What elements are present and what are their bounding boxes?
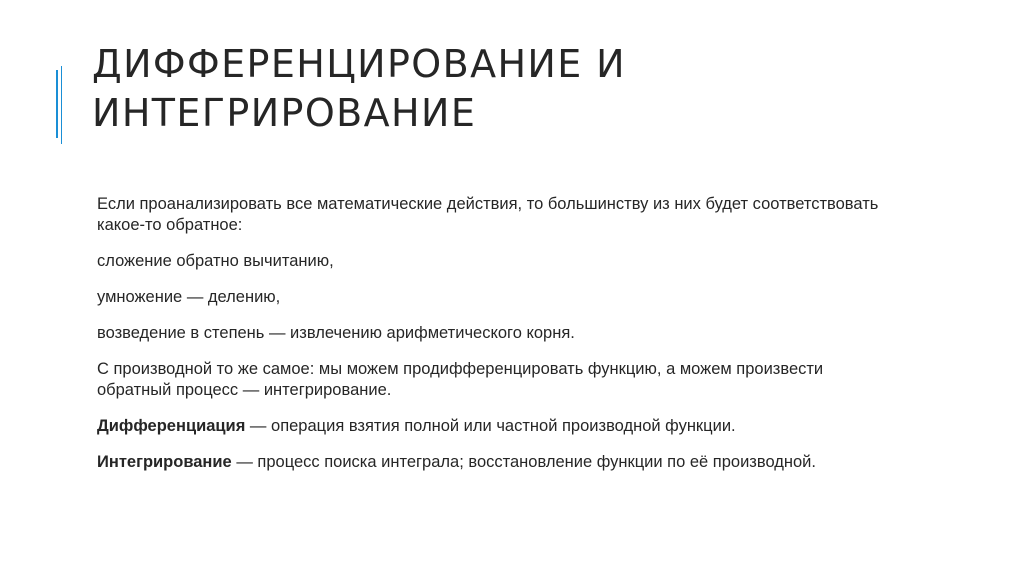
slide-title-line-2: ИНТЕГРИРОВАНИЕ [92,91,477,135]
definition-term: Дифференциация [97,417,246,435]
paragraph-intro: Если проанализировать все математические действия, то большинству из них будет соответствовать какое-то обратное: [97,195,879,234]
definition-text: — операция взятия полной или частной производной функции. [245,417,736,435]
paragraph-multiplication: умножение — делению, [97,288,281,306]
paragraph-addition: сложение обратно вычитанию, [97,252,334,270]
definition-integration [97,452,897,473]
slide-body [97,194,897,488]
definition-text: — процесс поиска интеграла; восстановление функции по её производной. [231,453,816,471]
paragraph-derivative: С производной то же самое: мы можем продифференцировать функцию, а можем произвести обратный процесс — интегрирование. [97,360,824,399]
definition-term: Интегрирование [97,453,232,471]
definition-differentiation [97,416,897,437]
accent-bar [56,70,58,138]
slide-title-line-1: ДИФФЕРЕНЦИРОВАНИЕ И [92,42,626,86]
paragraph-exponentiation: возведение в степень — извлечению арифметического корня. [97,324,575,342]
slide-title [92,40,972,138]
accent-bar-thin [61,66,62,144]
